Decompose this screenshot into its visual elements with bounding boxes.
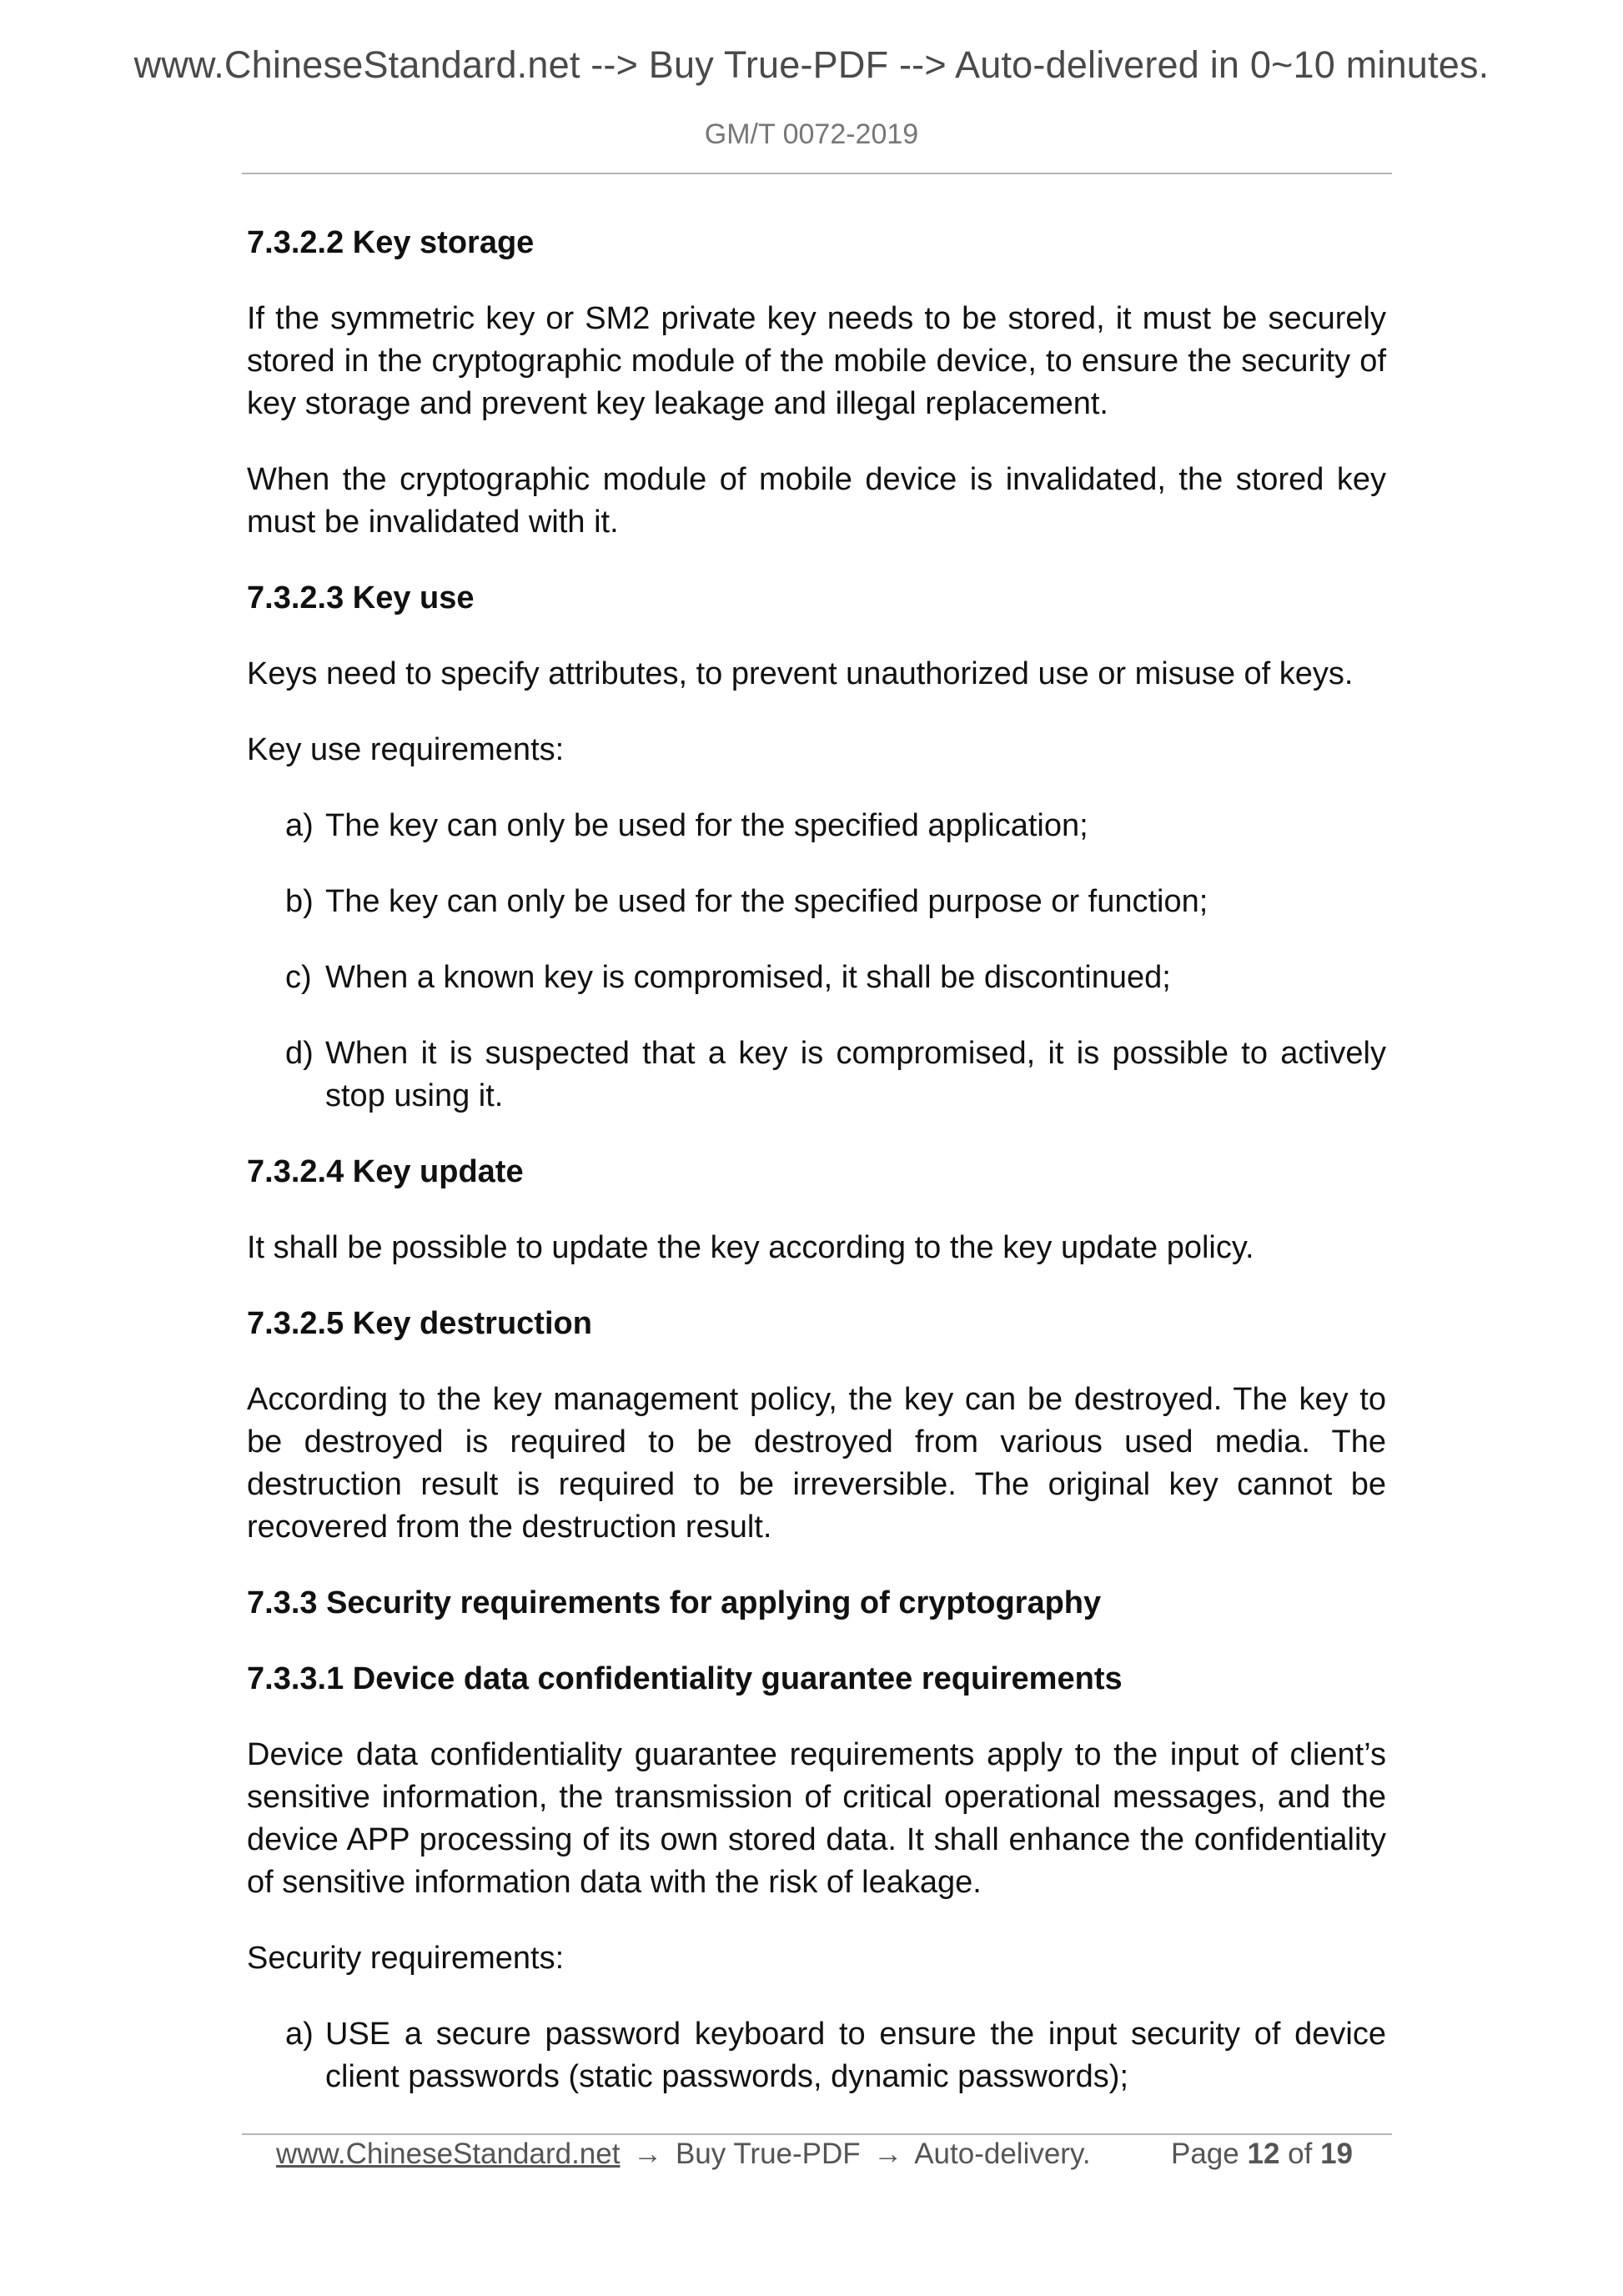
site-link[interactable]: www.ChineseStandard.net xyxy=(276,2138,621,2170)
paragraph-confidentiality: Device data confidentiality guarantee requirements apply to the input of client’s sensitive information, the transmission of critical operational messages, and the device APP processing of its own stored data. It shall enhance the confidentiality of sensitive information data with the risk of leakage. xyxy=(247,1737,1386,1900)
page-footer xyxy=(0,2138,1623,2179)
paragraph-key-invalidation: When the cryptographic module of mobile device is invalidated, the stored key must be invalidated with it. xyxy=(247,462,1386,540)
section-heading-7-3-3: 7.3.3 Security requirements for applying of cryptography xyxy=(247,1585,1102,1620)
list-item xyxy=(247,881,1386,923)
arrow-right-icon: → xyxy=(873,2138,903,2170)
paragraph-security-requirements: Security requirements: xyxy=(247,1941,565,1976)
footer-divider xyxy=(242,2133,1392,2135)
header-divider xyxy=(242,173,1392,174)
list-item xyxy=(247,2013,1386,2098)
page-label: Page xyxy=(1171,2138,1239,2170)
paragraph-key-storage: If the symmetric key or SM2 private key needs to be stored, it must be securely stored in the cryptographic module of the mobile device, to ensure the security of key storage and prevent key leakage and illegal replacement. xyxy=(247,301,1386,421)
list-marker: a) xyxy=(285,808,314,843)
page-of-label: of xyxy=(1288,2138,1313,2170)
list-item xyxy=(247,957,1386,999)
section-heading-7-3-3-1: 7.3.3.1 Device data confidentiality guarantee requirements xyxy=(247,1661,1123,1696)
top-banner: www.ChineseStandard.net --> Buy True-PDF --> Auto-delivered in 0~10 minutes. xyxy=(133,43,1490,86)
list-item-text: The key can only be used for the specified application; xyxy=(325,808,1088,843)
paragraph-key-destruction: According to the key management policy, the key can be destroyed. The key to be destroyed is required to be destroyed from various used media. The destruction result is required to be irreversible. The original key cannot be recovered from the destruction result. xyxy=(247,1382,1386,1545)
paragraph-key-attributes: Keys need to specify attributes, to prevent unauthorized use or misuse of keys. xyxy=(247,656,1354,691)
footer-buy-text: Buy True-PDF xyxy=(675,2138,861,2170)
list-marker: b) xyxy=(285,884,314,919)
list-item-text: When it is suspected that a key is compromised, it is possible to actively stop using it. xyxy=(325,1036,1386,1113)
list-marker: a) xyxy=(285,2017,314,2052)
footer-promo xyxy=(276,2138,1091,2171)
list-marker: c) xyxy=(285,960,312,995)
list-item xyxy=(247,805,1386,847)
list-item xyxy=(247,1032,1386,1118)
section-heading-7-3-2-5: 7.3.2.5 Key destruction xyxy=(247,1306,592,1341)
section-heading-7-3-2-2: 7.3.2.2 Key storage xyxy=(247,225,535,260)
list-marker: d) xyxy=(285,1036,314,1071)
page-total: 19 xyxy=(1320,2138,1354,2170)
document-body xyxy=(247,222,1386,2132)
standard-code: GM/T 0072-2019 xyxy=(704,118,919,150)
section-heading-7-3-2-4: 7.3.2.4 Key update xyxy=(247,1154,524,1189)
list-item-text: USE a secure password keyboard to ensure the input security of device client passwords (static passwords, dynamic passwords); xyxy=(325,2017,1386,2094)
list-item-text: The key can only be used for the specified purpose or function; xyxy=(325,884,1208,919)
paragraph-key-update: It shall be possible to update the key according to the key update policy. xyxy=(247,1230,1254,1265)
paragraph-key-use-requirements: Key use requirements: xyxy=(247,732,565,767)
page-indicator xyxy=(1171,2138,1353,2171)
footer-delivery-text: Auto-delivery. xyxy=(914,2138,1091,2170)
page-current: 12 xyxy=(1247,2138,1280,2170)
arrow-right-icon: → xyxy=(633,2138,663,2170)
list-item-text: When a known key is compromised, it shall be discontinued; xyxy=(325,960,1171,995)
section-heading-7-3-2-3: 7.3.2.3 Key use xyxy=(247,580,475,615)
